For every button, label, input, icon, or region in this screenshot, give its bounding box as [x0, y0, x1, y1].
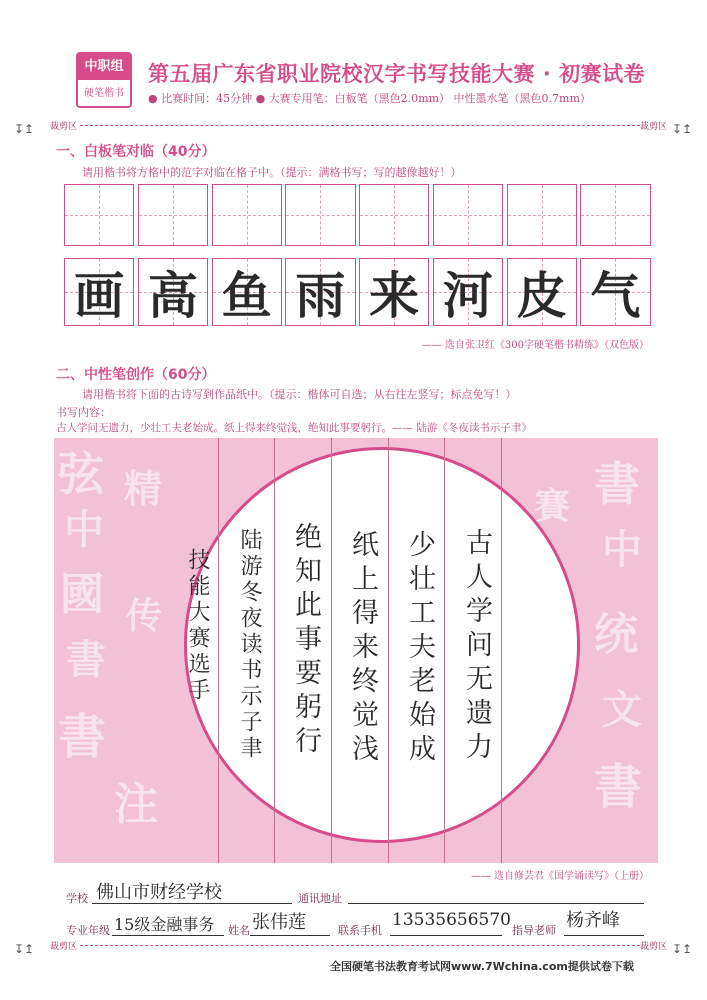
bg-decoration: 書 — [58, 709, 107, 765]
teacher-field[interactable]: 杨齐峰 — [566, 910, 620, 931]
poem-column-1: 古人学问无遗力 — [461, 528, 492, 766]
major-field[interactable]: 15级金融事务 — [114, 915, 215, 934]
model-grid-row — [64, 258, 654, 328]
practice-cell[interactable] — [359, 184, 429, 246]
practice-cell[interactable] — [433, 184, 503, 246]
model-cell — [359, 258, 429, 326]
practice-cell[interactable] — [212, 184, 282, 246]
bg-decoration: 弦 — [58, 447, 104, 501]
model-cell — [64, 258, 134, 326]
teacher-underline — [564, 935, 644, 936]
page-title: 第五届广东省职业院校汉字书写技能大赛 · 初赛试卷 — [148, 62, 646, 86]
bg-decoration: 中 — [602, 526, 642, 573]
poem-column-4: 绝知此事要躬行 — [290, 522, 321, 760]
badge-bottom-text: 硬笔楷书 — [84, 88, 124, 99]
column-line — [501, 438, 502, 863]
signature-column: 陆游冬夜读书示子聿 — [237, 528, 262, 762]
practice-cell[interactable] — [138, 184, 208, 246]
practice-cell[interactable] — [64, 184, 134, 246]
footer-text: 全国硬笔书法教育考试网www.7Wchina.com提供试卷下载 — [330, 960, 634, 973]
column-line — [274, 438, 275, 863]
model-cell — [507, 258, 577, 326]
address-label: 通讯地址 — [298, 892, 342, 905]
school-underline — [92, 903, 292, 904]
section1-source: —— 选自张卫红《300字硬笔楷书精练》（双色版） — [421, 340, 649, 351]
bg-decoration: 國 — [60, 569, 104, 620]
cut-line-top — [80, 125, 640, 126]
bg-decoration: 書 — [594, 457, 640, 511]
section2-title: 二、中性笔创作（60分） — [56, 367, 216, 383]
model-char: 鱼 — [221, 266, 272, 325]
cut-icon-right-bottom: ↧↥ — [672, 942, 693, 956]
model-cell — [285, 258, 355, 326]
practice-grid-row — [64, 184, 654, 250]
column-line — [388, 438, 389, 863]
artwork-paper — [54, 438, 658, 863]
practice-cell[interactable] — [285, 184, 355, 246]
bg-decoration: 書 — [66, 636, 106, 683]
cut-label-right-top: 裁剪区 — [640, 122, 668, 132]
model-char: 皮 — [516, 266, 567, 325]
column-line — [444, 438, 445, 863]
name-label: 姓名 — [228, 924, 250, 937]
model-char: 雨 — [295, 266, 346, 325]
cut-label-right-bottom: 裁剪区 — [640, 942, 668, 952]
bg-decoration: 传 — [126, 595, 163, 637]
bg-decoration: 中 — [64, 506, 104, 553]
badge-top-text: 中职组 — [78, 54, 130, 80]
cut-line-bottom — [80, 945, 640, 946]
teacher-label: 指导老师 — [512, 924, 556, 937]
phone-field[interactable]: 13535656570 — [392, 910, 511, 930]
practice-cell[interactable] — [580, 184, 650, 246]
cut-icon-right-top: ↧↥ — [672, 122, 693, 136]
model-cell — [433, 258, 503, 326]
cut-icon-left-top: ↧↥ — [14, 122, 35, 136]
cut-label-left-top: 裁剪区 — [50, 122, 78, 132]
model-char: 画 — [74, 266, 125, 325]
bg-decoration: 文 — [602, 686, 642, 733]
school-field[interactable]: 佛山市财经学校 — [96, 882, 222, 903]
model-cell — [212, 258, 282, 326]
bg-decoration: 注 — [114, 779, 158, 830]
contestant-column: 技能大赛选手 — [185, 548, 210, 704]
name-field[interactable]: 张伟莲 — [252, 912, 306, 933]
group-badge — [76, 52, 132, 108]
address-underline — [348, 903, 644, 904]
bg-decoration: 精 — [124, 466, 163, 511]
phone-underline — [390, 935, 502, 936]
major-label: 专业年级 — [66, 924, 110, 937]
name-underline — [250, 935, 330, 936]
section1-title: 一、白板笔对临（40分） — [56, 144, 216, 160]
major-underline — [112, 935, 224, 936]
column-line — [218, 438, 219, 863]
cut-label-left-bottom: 裁剪区 — [50, 942, 78, 952]
content-label: 书写内容： — [56, 406, 111, 419]
bg-decoration: 賽 — [534, 485, 571, 527]
column-line — [331, 438, 332, 863]
practice-cell[interactable] — [507, 184, 577, 246]
poem-column-3: 纸上得来终觉浅 — [347, 530, 378, 768]
model-char: 河 — [442, 266, 493, 325]
phone-label: 联系手机 — [338, 924, 382, 937]
poem-column-2: 少壮工夫老始成 — [404, 530, 435, 768]
content-text: 古人学问无遗力，少壮工夫老始成。纸上得来终觉浅，绝知此事要躬行。—— 陆游《冬夜读书示子聿》 — [56, 422, 532, 434]
section2-source: —— 选自修芸君《国学诵读写》（上册） — [470, 871, 649, 882]
model-char: 高 — [147, 266, 198, 325]
cut-icon-left-bottom: ↧↥ — [14, 942, 35, 956]
model-cell — [580, 258, 650, 326]
bg-decoration: 统 — [594, 609, 638, 660]
section2-instruction: 请用楷书将下面的古诗写到作品纸中。（提示：楷体可自选；从右往左竖写；标点免写！） — [82, 388, 517, 401]
bg-decoration: 書 — [594, 759, 643, 815]
model-char: 气 — [590, 266, 641, 325]
model-char: 来 — [369, 266, 420, 325]
section1-instruction: 请用楷书将方格中的范字对临在格子中。（提示：满格书写；写的越像越好！） — [82, 166, 462, 179]
exam-info: ● 比赛时间：45分钟 ● 大赛专用笔：白板笔（黑色2.0mm） 中性墨水笔（黑色0.7mm） — [148, 92, 591, 105]
school-label: 学校 — [66, 892, 88, 905]
model-cell — [138, 258, 208, 326]
